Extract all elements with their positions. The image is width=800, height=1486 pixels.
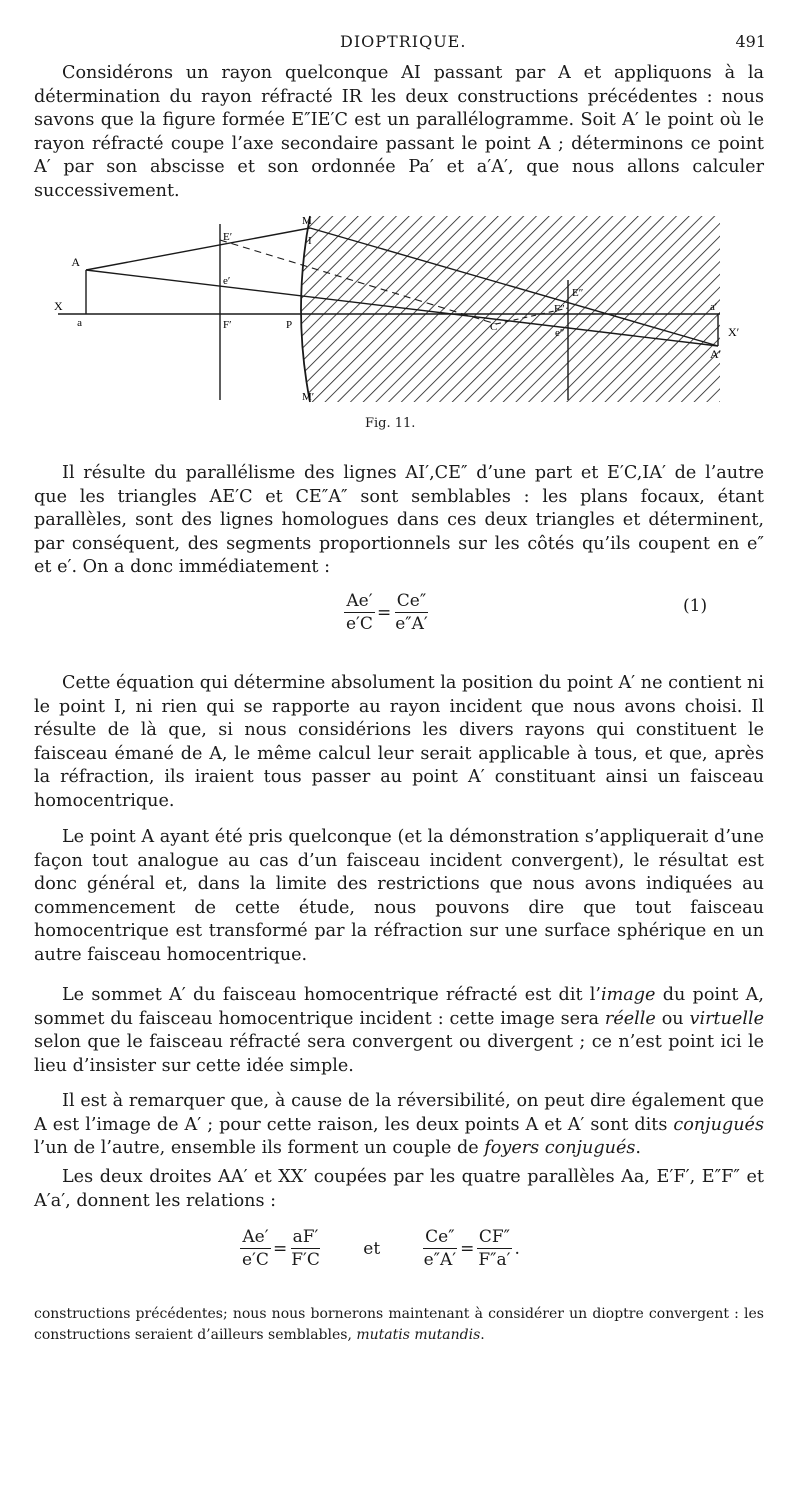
paragraph-5-text-a: Le sommet A′ du faisceau homocentrique réfracté est dit l’ xyxy=(62,985,601,1005)
page-number: 491 xyxy=(735,32,766,51)
paragraph-5 xyxy=(34,984,764,1078)
term-image: image xyxy=(600,985,656,1005)
eq1-lhs-numerator: Ae′ xyxy=(346,591,373,611)
eq2-et: et xyxy=(363,1238,381,1259)
paragraph-2-text: Il résulte du parallélisme des lignes AI′,CE″ d’une part et E′C,IA′ de l’autre que les triangles AE′C et CE″A″ sont semblables : les plans focaux, étant parallèles, sont des lignes homologues dans ces deux triangles et déterminent, par conséquent, des segments proportionnels sur les côtés qu’ils coupent en e″ et e′. On a donc immédiatement : xyxy=(34,463,764,578)
label-E-dbl: E″ xyxy=(572,287,584,299)
paragraph-1-text: Considérons un rayon quelconque AI passant par A et appliquons à la détermination du rayon réfracté IR les deux constructions précédentes : nous savons que la figure formée E″IE′C est un parallélogramme. Soit A′ le point où le rayon réfracté coupe l’axe secondaire passant le point A ; déterminons ce point A′ par son abscisse et son ordonnée Pa′ et a′A′, que nous allons calculer successivement. xyxy=(34,63,764,201)
paragraph-7 xyxy=(34,1166,764,1213)
paragraph-3 xyxy=(34,672,764,814)
footnote xyxy=(34,1304,764,1346)
term-mutatis-mutandis: mutatis mutandis xyxy=(356,1327,481,1343)
equation-1 xyxy=(344,590,430,635)
incident-ray xyxy=(86,228,310,270)
paragraph-5-text-d: selon que le faisceau réfracté sera convergent ou divergent ; ce n’est point ici le lieu d’insister sur cette idée simple. xyxy=(34,1032,764,1076)
label-X: X xyxy=(54,299,63,313)
equation-2 xyxy=(240,1226,522,1271)
label-a-prime: a′ xyxy=(710,301,718,313)
paragraph-6-text-b: l’un de l’autre, ensemble ils forment un couple de xyxy=(34,1138,485,1159)
footnote-text: constructions précédentes; nous nous bornerons maintenant à considérer un dioptre convergent : les constructions seraient d’ailleurs semblables, xyxy=(34,1306,764,1343)
eq2-a-denominator: e′C xyxy=(242,1250,269,1270)
figure-caption: Fig. 11. xyxy=(365,416,416,431)
paragraph-4-text: Le point A ayant été pris quelconque (et la démonstration s’appliquerait d’une façon tout analogue au cas d’un faisceau incident convergent), le résultat est donc général et, dans la limite des restrictions que nous avons indiquées au commencement de cette étude, nous pouvons dire que tout faisceau homocentrique est transformé par la réfraction sur une surface sphérique en un autre faisceau homocentrique. xyxy=(34,827,764,965)
label-C: C xyxy=(490,321,498,333)
paragraph-5-text-c: ou xyxy=(655,1008,690,1029)
eq2-b-numerator: aF′ xyxy=(292,1227,319,1247)
label-P: P xyxy=(286,319,293,331)
label-M-prime: M′ xyxy=(302,391,315,403)
term-conjugues: conjugués xyxy=(673,1114,764,1135)
label-E-prime: E′ xyxy=(223,231,233,243)
paragraph-6-text-c: . xyxy=(635,1138,641,1159)
label-M: M xyxy=(302,215,312,227)
eq2-equals-1: = xyxy=(272,1238,288,1259)
paragraph-5-text-b: du point A, sommet du faisceau homocentrique incident : cette image sera xyxy=(34,985,764,1029)
eq2-period: . xyxy=(514,1238,520,1259)
eq2-a-numerator: Ae′ xyxy=(242,1227,269,1247)
label-F-prime: F′ xyxy=(223,319,232,331)
paragraph-2 xyxy=(34,462,764,580)
paragraph-6-text-a: Il est à remarquer que, à cause de la réversibilité, on peut dire également que A est l’image de A′ ; pour cette raison, les deux points A et A′ sont dits xyxy=(34,1091,764,1135)
paragraph-4 xyxy=(34,826,764,968)
label-F-dbl: F″ xyxy=(554,303,565,315)
label-A: A xyxy=(71,255,80,269)
paragraph-6 xyxy=(34,1090,764,1161)
label-e-dbl: e″ xyxy=(555,327,565,339)
eq2-b-denominator: F′C xyxy=(291,1250,320,1270)
term-reelle: réelle xyxy=(604,1008,656,1029)
running-title: DIOPTRIQUE. xyxy=(340,32,467,51)
eq2-c-numerator: Ce″ xyxy=(425,1227,455,1247)
label-I: I xyxy=(308,235,312,247)
eq1-rhs-denominator: e″A′ xyxy=(395,614,428,634)
term-virtuelle: virtuelle xyxy=(689,1008,765,1029)
paragraph-1 xyxy=(34,62,764,204)
eq2-d-denominator: F″a′ xyxy=(478,1250,511,1270)
label-A-prime: A′ xyxy=(710,347,722,361)
figure-11-diagram xyxy=(30,200,770,418)
eq1-equals: = xyxy=(376,602,392,623)
term-foyers-conjugues: foyers conjugués xyxy=(484,1138,636,1159)
eq1-rhs-numerator: Ce″ xyxy=(396,591,427,611)
eq2-c-denominator: e″A′ xyxy=(423,1250,457,1270)
footnote-end: . xyxy=(480,1327,485,1343)
label-a: a xyxy=(77,317,82,329)
paragraph-7-text: Les deux droites AA′ et XX′ coupées par les quatre parallèles Aa, E′F′, E″F″ et A′a′, donnent les relations : xyxy=(34,1167,764,1211)
equation-1-number: (1) xyxy=(683,596,708,616)
eq2-equals-2: = xyxy=(460,1238,475,1259)
eq2-d-numerator: CF″ xyxy=(478,1227,511,1247)
label-e-prime: e′ xyxy=(223,275,231,287)
page-header xyxy=(0,30,800,54)
label-X-prime: X′ xyxy=(728,325,740,339)
eq1-lhs-denominator: e′C xyxy=(346,614,373,634)
paragraph-3-text: Cette équation qui détermine absolument la position du point A′ ne contient ni le point I, ni rien qui se rapporte au rayon incident que nous avons choisi. Il résulte de là que, si nous considérions les divers rayons qui constituent le faisceau émané de A, le même calcul leur serait applicable à tous, et que, après la réfraction, ils iraient tous passer au point A′ constituant ainsi un faisceau homocentrique. xyxy=(34,673,764,811)
